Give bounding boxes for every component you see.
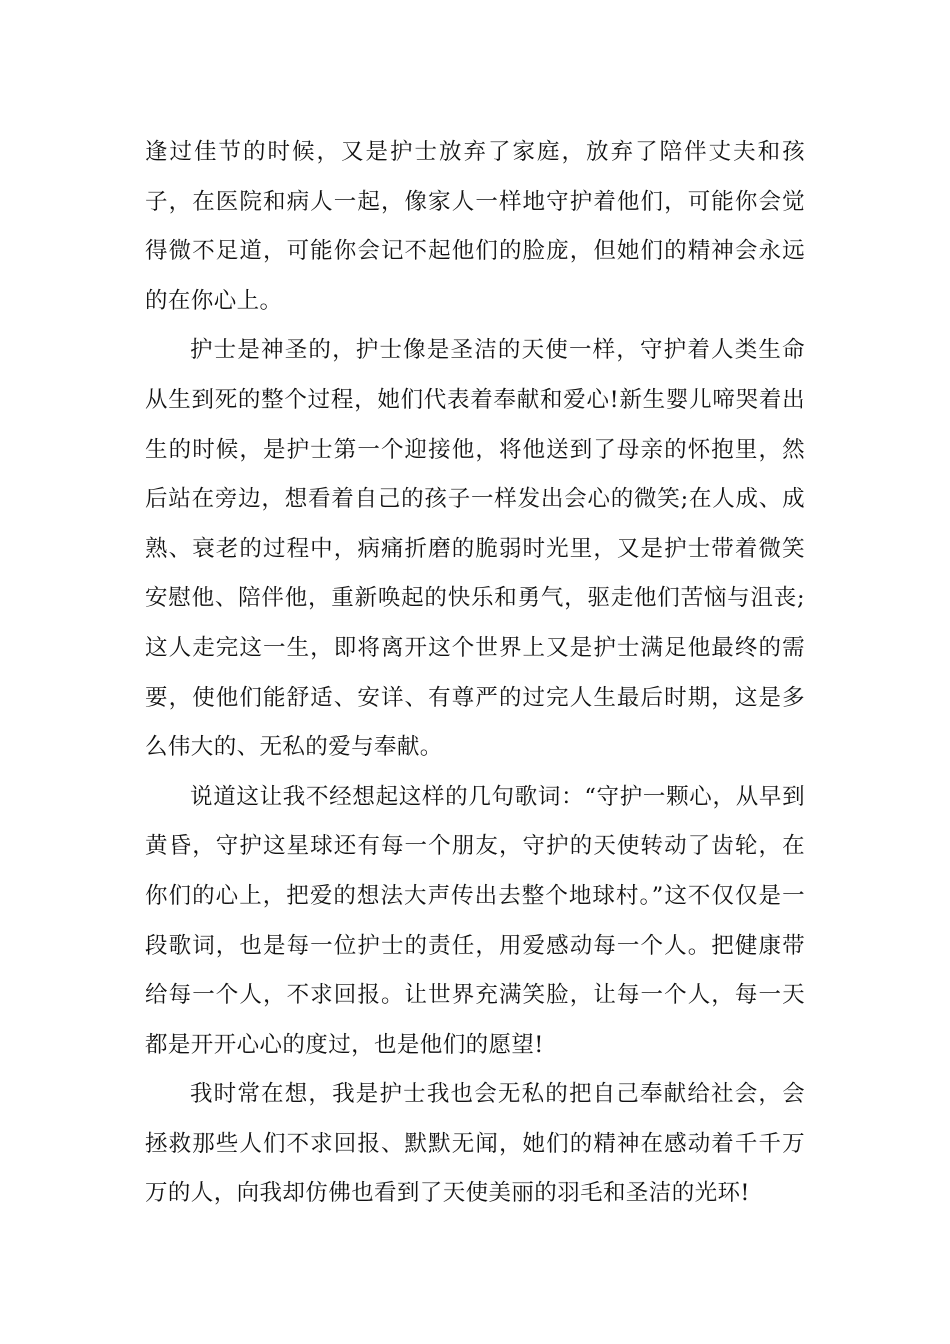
paragraph-nurse-sacred: 护士是神圣的，护士像是圣洁的天使一样，守护着人类生命从生到死的整个过程，她们代表着奉献和爱心!新生婴儿啼哭着出生的时候，是护士第一个迎接他，将他送到了母亲的怀抱里，然后站在旁边，想看着自己的孩子一样发出会心的微笑;在人成、成熟、衰老的过程中，病痛折磨的脆弱时光里，又是护士带着微笑安慰他、陪伴他，重新唤起的快乐和勇气，驱走他们苦恼与沮丧;这人走完这一生，即将离开这个世界上又是护士满足他最终的需要，使他们能舒适、安详、有尊严的过完人生最后时期，这是多么伟大的、无私的爱与奉献。 — [145, 337, 805, 761]
body-text — [145, 128, 805, 1219]
paragraph-song-lyrics: 说道这让我不经想起这样的几句歌词：“守护一颗心，从早到黄昏，守护这星球还有每一个朋友，守护的天使转动了齿轮，在你们的心上，把爱的想法大声传出去整个地球村。”这不仅仅是一段歌词，也是每一位护士的责任，用爱感动每一个人。把健康带给每一个人，不求回报。让世界充满笑脸，让每一个人，每一天都是开开心心的度过，也是他们的愿望! — [145, 783, 805, 1058]
paragraph-reflection: 我时常在想，我是护士我也会无私的把自己奉献给社会，会拯救那些人们不求回报、默默无闻，她们的精神在感动着千千万万的人，向我却仿佛也看到了天使美丽的羽毛和圣洁的光环! — [145, 1081, 805, 1207]
paragraph-continuation: 逢过佳节的时候，又是护士放弃了家庭，放弃了陪伴丈夫和孩子，在医院和病人一起，像家人一样地守护着他们，可能你会觉得微不足道，可能你会记不起他们的脸庞，但她们的精神会永远的在你心上。 — [145, 139, 805, 314]
